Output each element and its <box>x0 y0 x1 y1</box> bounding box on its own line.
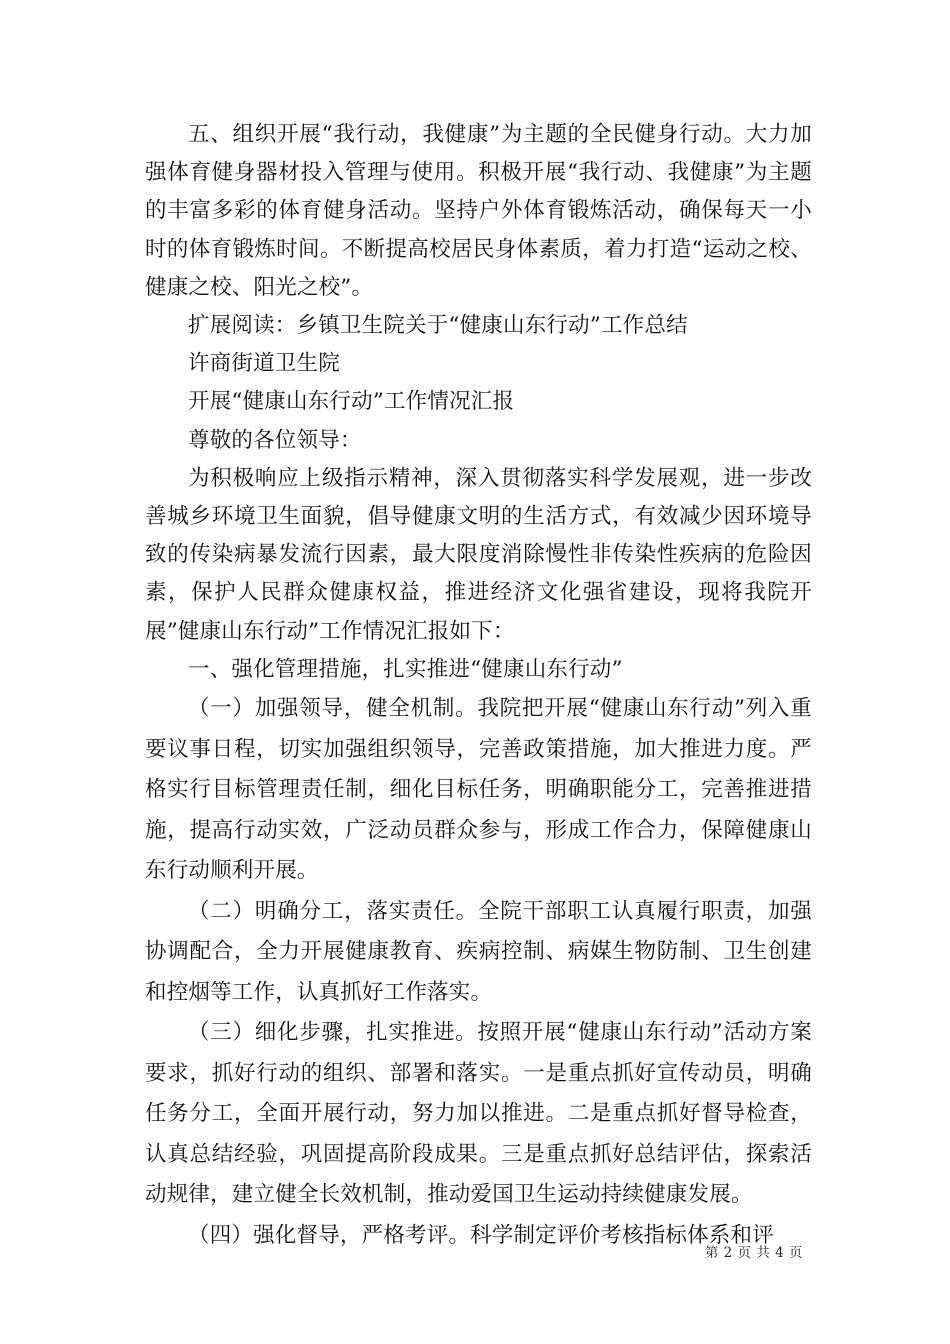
paragraph-item-two: （二）明确分工，落实责任。全院干部职工认真履行职责，加强协调配合，全力开展健康教育、疾病控制、病媒生物防制、卫生创建和控烟等工作，认真抓好工作落实。 <box>145 898 812 1005</box>
paragraph-item-four: （四）强化督导，严格考评。科学制定评价考核指标体系和评 <box>188 1222 774 1248</box>
paragraph-heading-one: 一、强化管理措施，扎实推进“健康山东行动” <box>188 656 623 682</box>
paragraph-extended-reading: 扩展阅读：乡镇卫生院关于“健康山东行动”工作总结 <box>188 313 688 339</box>
paragraph-salutation: 尊敬的各位领导： <box>188 427 362 453</box>
paragraph-organization: 许商街道卫生院 <box>188 351 340 377</box>
document-body <box>145 116 812 1256</box>
paragraph-report-title: 开展“健康山东行动”工作情况汇报 <box>188 389 515 415</box>
paragraph-item-one: （一）加强领导，健全机制。我院把开展“健康山东行动”列入重要议事日程，切实加强组织领导，完善政策措施，加大推进力度。严格实行目标管理责任制，细化目标任务，明确职能分工，完善推进措施，提高行动实效，广泛动员群众参与，形成工作合力，保障健康山东行动顺利开展。 <box>145 696 812 884</box>
paragraph-item-three: （三）细化步骤，扎实推进。按照开展“健康山东行动”活动方案要求，抓好行动的组织、部署和落实。一是重点抓好宣传动员，明确任务分工，全面开展行动，努力加以推进。二是重点抓好督导检查，认真总结经验，巩固提高阶段成果。三是重点抓好总结评估，探索活动规律，建立健全长效机制，推动爱国卫生运动持续健康发展。 <box>145 1020 812 1208</box>
page-number: 第 2 页 共 4 页 <box>704 1245 803 1261</box>
paragraph-section-five: 五、组织开展“我行动，我健康”为主题的全民健身行动。大力加强体育健身器材投入管理与使用。积极开展“我行动、我健康”为主题的丰富多彩的体育健身活动。坚持户外体育锻炼活动，确保每天一小时的体育锻炼时间。不断提高校居民身体素质，着力打造“运动之校、健康之校、阳光之校”。 <box>145 122 812 300</box>
paragraph-introduction: 为积极响应上级指示精神，深入贯彻落实科学发展观，进一步改善城乡环境卫生面貌，倡导健康文明的生活方式，有效减少因环境导致的传染病暴发流行因素，最大限度消除慢性非传染性疾病的危险因素，保护人民群众健康权益，推进经济文化强省建设，现将我院开展”健康山东行动”工作情况汇报如下： <box>145 465 812 644</box>
